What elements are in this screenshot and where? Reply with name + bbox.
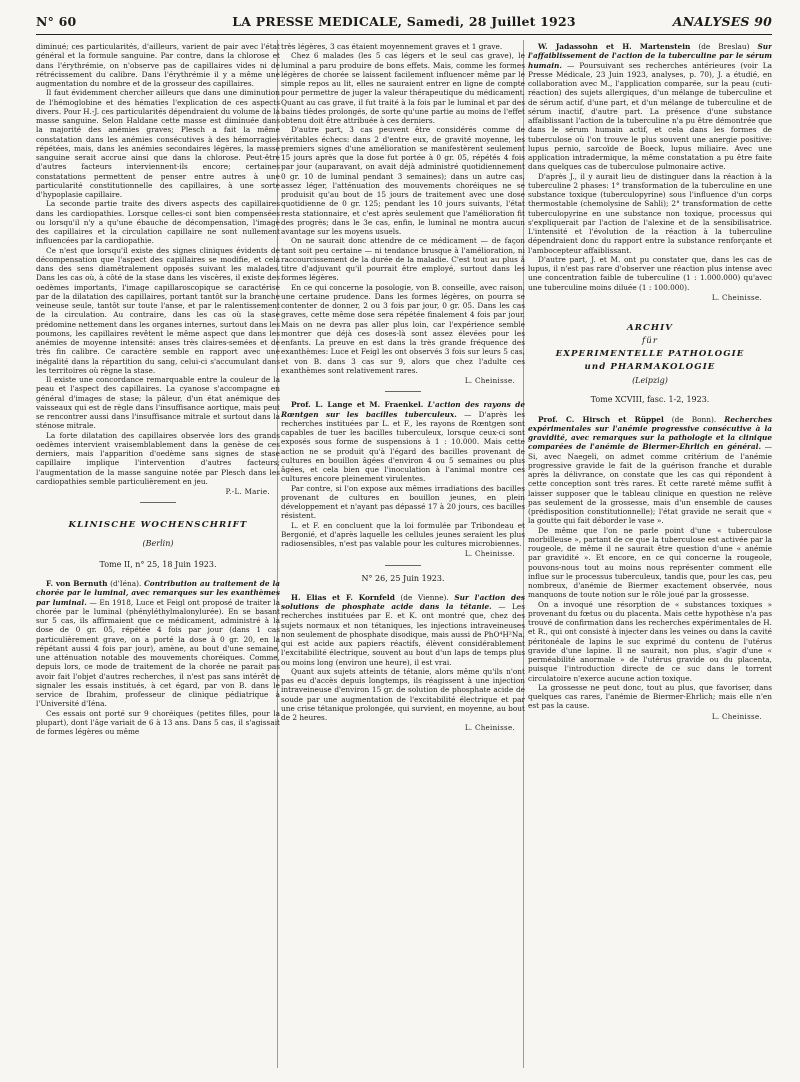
signature: L. Cheinisse. — [464, 549, 515, 559]
article — [528, 42, 772, 172]
paragraph: La grossesse ne peut donc, tout au plus, que favoriser, dans quelques cas rares, l'anémie de Biermer-Ehrlich; mais elle n'en est pas la cause. — [528, 682, 772, 711]
paragraph: La forte dilatation des capillaires observée lors des grands oedèmes intervient vraisemblablement dans la genèse de ces derniers, mais l'apparition d'oedème sans signes de stase capillaire implique l'intervention d'autres facteurs; l'augmentation de la masse sanguine notée par Plesch dans les cardiopathies semble particulièrement en jeu. — [36, 430, 280, 486]
article — [36, 579, 280, 709]
signature: L. Cheinisse. — [711, 292, 762, 302]
journal-title-date: LA PRESSE MEDICALE, Samedi, 28 Juillet 1923 — [232, 14, 576, 29]
article-place: (de Bonn). — [671, 414, 717, 424]
article — [528, 415, 772, 526]
separator — [385, 565, 421, 566]
column-2 — [281, 42, 525, 1070]
paragraph: Chez 6 malades (les 5 cas légers et le seul cas grave), le luminal a paru produire de bons effets. Mais, comme les formes légères de chorée se laissent facilement influencer même par le simple repos au lit, elles ne sauraient entrer en ligne de compte pour permettre de juger la valeur thérapeutique du médicament. Quant au cas grave, il fut traité à la fois par le luminal et par des bains tièdes prolongés, de sorte qu'une partie au moins de l'effet obtenu doit être attribuée à ces derniers. — [281, 51, 525, 125]
article-author: W. Jadassohn et H. Martenstein — [538, 42, 691, 51]
signature: P.-L. Marie. — [225, 487, 270, 496]
article-text: — D'après les recherches instituées par L. et F., les rayons de Rœntgen sont capables de tuer les bacilles tuberculeux, lorsque ceux-ci sont exposés sous forme de suspensions à 1 : 10.000. Mais cette action ne se produit qu'à l'égard des bacilles provenant de cultures en bouillon âgées d'environ 4 ou 5 semaines ou plus âgées, et cela bien que l'inoculation à l'animal montre ces cultures encore pleinement virulentes. — [281, 409, 525, 484]
signature: L. Cheinisse. — [464, 376, 515, 385]
journal-heading-line: für — [641, 336, 659, 346]
journal-issue: Tome II, n° 25, 18 Juin 1923. — [99, 559, 217, 569]
article-text: — Les recherches instituées par E. et K. ont montré que, chez des sujets normaux et non tétaniques, les injections intraveineuses non seulement de phosphate disodique, mais aussi de PhO⁴H²Na, qui est acide aux papiers réactifs, élèvent considérablement l'excitabilité électrique, souvent au bout d'un laps de temps plus ou moins long (environ une heure), il est vrai. — [281, 602, 525, 667]
signature: L. Cheinisse. — [711, 711, 762, 721]
article-place: (de Breslau) — [698, 42, 750, 51]
header-rule — [36, 34, 772, 35]
article-text: — Poursuivant ses recherches antérieures (voir La Presse Médicale, 23 Juin 1923, analyses, p. 70), J. a étudié, en collaboration avec M., l'application comparée, sur la peau (cuti-réaction) des sujets allergiques, d'un mélange de tuberculine et de sérum actif, d'une part, et d'un mélange de tuberculine et de sérum inactif, d'autre part. La présence d'une substance affaiblissant l'action de la tuberculine n'a pu être démontrée que dans le sérum humain actif, et cela dans les formes de tuberculose où l'on trouve le plus souvent une anergie positive: lupus pernio, sarcoïde de Boeck, lupus miliaire. Avec une application intradermique, la même constatation a pu être faite dans quelques cas de tuberculose pulmonaire active. — [528, 60, 772, 172]
column-1 — [36, 42, 280, 1070]
journal-heading — [528, 322, 772, 374]
paragraph: très légères, 3 cas étaient moyennement graves et 1 grave. — [281, 42, 503, 51]
page-number: N° 60 — [36, 14, 77, 29]
paragraph: Quant aux sujets atteints de tétanie, alors même qu'ils n'ont pas eu d'accès depuis longtemps, ils réagissent à une injection intraveineuse d'environ 15 gr. de solution de phosphate acide de soude par une augmentation de l'excitabilité électrique et par une crise tétanique prolongée, qui survient, en moyenne, au bout de 2 heures. — [281, 666, 525, 722]
paragraph: Il faut évidemment chercher ailleurs que dans une diminution de l'hémoglobine et des hématies l'explication de ces aspects divers. Pour H.-J. ces particularités dépendraient du volume de la masse sanguine. Selon Haldane cette masse est diminuée dans la majorité des anémies graves; Plesch a fait la même constatation dans les anémies consécutives à des hémorragies répétées, mais, dans les anémies secondaires légères, la masse sanguine serait accrue ainsi que dans la chlorose. Peut-être d'autres facteurs interviennent-ils encore; certaines constatations permettent de penser entre autres à une particularité constitutionnelle des capillaires, à une sorte d'hypoplasie capillaire. — [36, 88, 280, 199]
article-text: — En 1918, Luce et Feigl ont proposé de traiter la chorée par le luminal (phényléthylmalonylurée). En se basant sur 5 cas, ils affirmaient que ce médicament, administré à la dose de 0 gr. 05, répétée 4 fois par jour (dans 1 cas particulièrement grave, on a porté la dose à 0 gr. 20, en la répétant aussi 4 fois par jour), amène, au bout d'une semaine, une atténuation notable des mouvements choréiques. Comme, depuis lors, ce mode de traitement de la chorée ne parait pas avoir fait l'objet d'autres recherches, il n'est pas sans intérêt de signaler les essais institués, à cet égard, par von B. dans le service de Ibrahim, professeur de clinique pédiatrique à l'Université d'Iéna. — [36, 597, 280, 709]
article-place: (d'Iéna). — [110, 579, 142, 588]
separator — [385, 391, 421, 392]
article — [281, 400, 525, 483]
journal-heading-line: und PHARMAKOLOGIE — [584, 362, 716, 372]
article — [281, 593, 525, 667]
article-author: F. von Bernuth — [46, 579, 108, 588]
journal-heading: KLINISCHE WOCHENSCHRIFT — [68, 520, 248, 531]
paragraph: On a invoqué une résorption de « substances toxiques » provenant du fœtus ou du placenta. Mais cette hypothèse n'a pas trouvé de confirmation dans les recherches expérimentales de H. et R., qui ont consisté à injecter dans les veines ou dans la cavité péritonéale de lapins le suc exprimé du contenu de l'utérus gravide d'une lapine. Il ne saurait, non plus, s'agir d'une « perméabilité anormale » de l'utérus gravide ou du placenta, puisque l'introduction directe de ce suc dans le torrent circulatoire n'exerce aucune action toxique. — [528, 599, 772, 683]
article-author: H. Elias et F. Kornfeld — [291, 592, 395, 602]
paragraph: On ne saurait donc attendre de ce médicament — de façon tant soit peu certaine — ni tendance brusque à l'amélioration, ni raccourcissement de la durée de la maladie. C'est tout au plus à titre d'adjuvant qu'il pourrait être employé, surtout dans les formes légères. — [281, 236, 525, 283]
article-author: Prof. L. Lange et M. Fraenkel. — [291, 400, 424, 410]
paragraph: diminué; ces particularités, d'ailleurs, varient de pair avec l'état général et la formule sanguine. Par contre, dans la chlorose et dans l'érythrémie, on n'observe pas de capillaires vides ni de rétrécissement du calibre. Dans l'érythrémie il y a même une augmentation du nombre et de la grosseur des capillaires. — [36, 42, 280, 88]
paragraph: La seconde partie traite des divers aspects des capillaires dans les cardiopathies. Lorsque celles-ci sont bien compensées ou lorsqu'il n'y a qu'une ébauche de décompensation, l'image des capillaires et la circulation capillaire ne sont nullement influencées par la cardiopathie. — [36, 199, 280, 246]
journal-city: (Leipzig) — [632, 376, 668, 385]
column-3 — [528, 42, 772, 1070]
paragraph: En ce qui concerne la posologie, von B. conseille, avec raison, une certaine prudence. Dans les formes légères, on pourra se contenter de donner, 2 ou 3 fois par jour, 0 gr. 05. Dans les cas graves, cette même dose sera répétée finalement 4 fois par jour. Mais on ne devra pas aller plus loin, car l'expérience semble montrer que déjà ces doses-là sont assez élevées pour les enfants. La preuve en est dans la très grande fréquence des exanthèmes: Luce et Feigl les ont observés 3 fois sur leurs 5 cas, et von B. dans 3 cas sur 9, alors que chez l'adulte ces exanthèmes sont relativement rares. — [281, 282, 525, 375]
paragraph: D'autre part, J. et M. ont pu constater que, dans les cas de lupus, il n'est pas rare d'observer une réaction plus intense avec une concentration faible de tuberculine (1 : 1.000.000) qu'avec une tuberculine moins diluée (1 : 100.000). — [528, 254, 772, 292]
paragraph: Par contre, si l'on expose aux mêmes irradiations des bacilles provenant de cultures en bouillon jeunes, en plein développement et n'ayant pas dépassé 17 à 20 jours, ces bacilles résistent. — [281, 483, 525, 521]
article-text: — Si, avec Naegeli, on admet comme critérium de l'anémie progressive gravide le fait de la guérison franche et durable après la délivrance, on constate que les cas qui répondent à cette conception sont très rares. Et cette rareté même suffit à laisser supposer que le tableau clinique en question ne relève pas seulement de la grossesse, mais d'un ensemble de causes (prédisposition constitutionnelle); l'état gravide ne serait que « la goutte qui fait déborder le vase ». — [528, 442, 772, 526]
page-header — [36, 14, 772, 36]
journal-issue: N° 26, 25 Juin 1923. — [361, 573, 445, 583]
article-author: Prof. C. Hirsch et Rüppel — [538, 414, 664, 424]
article-title: Contribution au traitement de la chorée par le luminal, avec remarques sur les exanthèmes par luminal. — [36, 579, 280, 607]
journal-heading-line: EXPERIMENTELLE PATHOLOGIE — [555, 349, 745, 359]
paragraph: Ces essais ont porté sur 9 choréiques (petites filles, pour la plupart), dont l'âge variait de 6 à 13 ans. Dans 5 cas, il s'agissait de formes légères ou même — [36, 708, 280, 736]
journal-issue: Tome XCVIII, fasc. 1-2, 1923. — [590, 395, 710, 405]
section-name: ANALYSES 90 — [672, 14, 772, 29]
paragraph: D'autre part, 3 cas peuvent être considérés comme de véritables échecs: dans 2 d'entre eux, de gravité moyenne, les premiers signes d'une amélioration se manifestèrent seulement 15 jours après que la dose fut portée à 0 gr. 05, répétés 4 fois par jour (auparavant, on avait déjà administré quotidiennement 0 gr. 10 de luminal pendant 3 semaines); dans un autre cas, assez léger, l'atténuation des mouvements choréiques ne se produisit qu'au bout de 15 jours de traitement avec une dose quotidienne de 0 gr. 125; pendant les 10 jours suivants, l'état resta stationnaire, et c'est après seulement que l'amélioration fit des progrès; dans le 3e cas, enfin, le luminal ne montra aucun avantage sur les moyens usuels. — [281, 125, 525, 236]
journal-heading-line: ARCHIV — [626, 323, 674, 333]
paragraph: De même que l'on ne parle point d'une « tuberculose morbilleuse », partant de ce que la tuberculose est activée par la rougeole, de même il ne saurait être question d'une « anémie par gravidité ». Et encore, en ce qui concerne la rougeole, pouvons-nous tout au moins nous représenter comment elle influe sur le processus tuberculeux, tandis que, pour les cas, peu nombreux, d'anémie de Biermer exactement observée, nous manquons de toute notion sur le rôle joué par la grossesse. — [528, 525, 772, 600]
paragraph: Ce n'est que lorsqu'il existe des signes cliniques évidents de décompensation que l'aspect des capillaires se modifie, et cela dans des sens diamétralement opposés suivant les malades. Dans les cas où, à côté de la stase dans les viscères, il existe des oedèmes importants, l'image capillaroscopique se caractérise par de la dilatation des capillaires, portant tantôt sur la branche veineuse seule, tantôt sur toute l'anse, et par le ralentissement de la circulation. Au contraire, dans les cas où la stase prédomine nettement dans les organes internes, surtout dans les poumons, les capillaires revêtent le même aspect que dans les anémies de moyenne intensité: anses très claires-semées et de très fin calibre. Ce caractère semble en rapport avec une inégalité dans la répartition du sang, celui-ci s'accumulant dans les territoires où règne la stase. — [36, 245, 280, 375]
paragraph: Il existe une concordance remarquable entre la couleur de la peau et l'aspect des capillaires. La cyanose s'accompagne en général d'images de stase; la pâleur, d'un état anémique des vaisseaux qui est de règle dans l'insuffisance aortique, mais peut se rencontrer aussi dans l'insuffisance mitrale et surtout dans la sténose mitrale. — [36, 375, 280, 431]
article-title: Sur l'action des solutions de phosphate acide dans la tétanie. — [281, 592, 525, 611]
article-place: (de Vienne). — [400, 592, 449, 602]
journal-city: (Berlin) — [142, 538, 174, 548]
article-title: Sur l'affaiblissement de l'action de la tuberculine par le sérum humain. — [528, 42, 772, 70]
paragraph: L. et F. en concluent que la loi formulée par Tribondeau et Bergonié, et d'après laquelle les cellules jeunes seraient les plus radiosensibles, n'est pas valable pour les cultures microbiennes. — [281, 520, 525, 548]
signature: L. Cheinisse. — [464, 723, 515, 733]
paragraph: D'après J., il y aurait lieu de distinguer dans la réaction à la tuberculine 2 phases: 1° transformation de la tuberculine en une substance toxique (tuberculopyrine) sous l'influence d'un corps thermostable (chemolysine de Sahli); 2° transformation de cette tuberculopyrine en une substance non toxique, processus qui s'expliquerait par l'action de l'alexine et de la sensibilisatrice. L'intensité et l'évolution de la réaction à la tuberculine dépendraient donc du rapport entre la substance renforçante et l'ambocepteur affaiblissant. — [528, 171, 772, 255]
article-title: Recherches expérimentales sur l'anémie progressive consécutive à la gravidité, avec remarques sur la pathologie et la clinique comparées de l'anémie de Biermer-Ehrlich en général. — [528, 414, 772, 452]
separator — [140, 502, 176, 503]
article-title: L'action des rayons de Rœntgen sur les bacilles tuberculeux. — [281, 400, 525, 419]
